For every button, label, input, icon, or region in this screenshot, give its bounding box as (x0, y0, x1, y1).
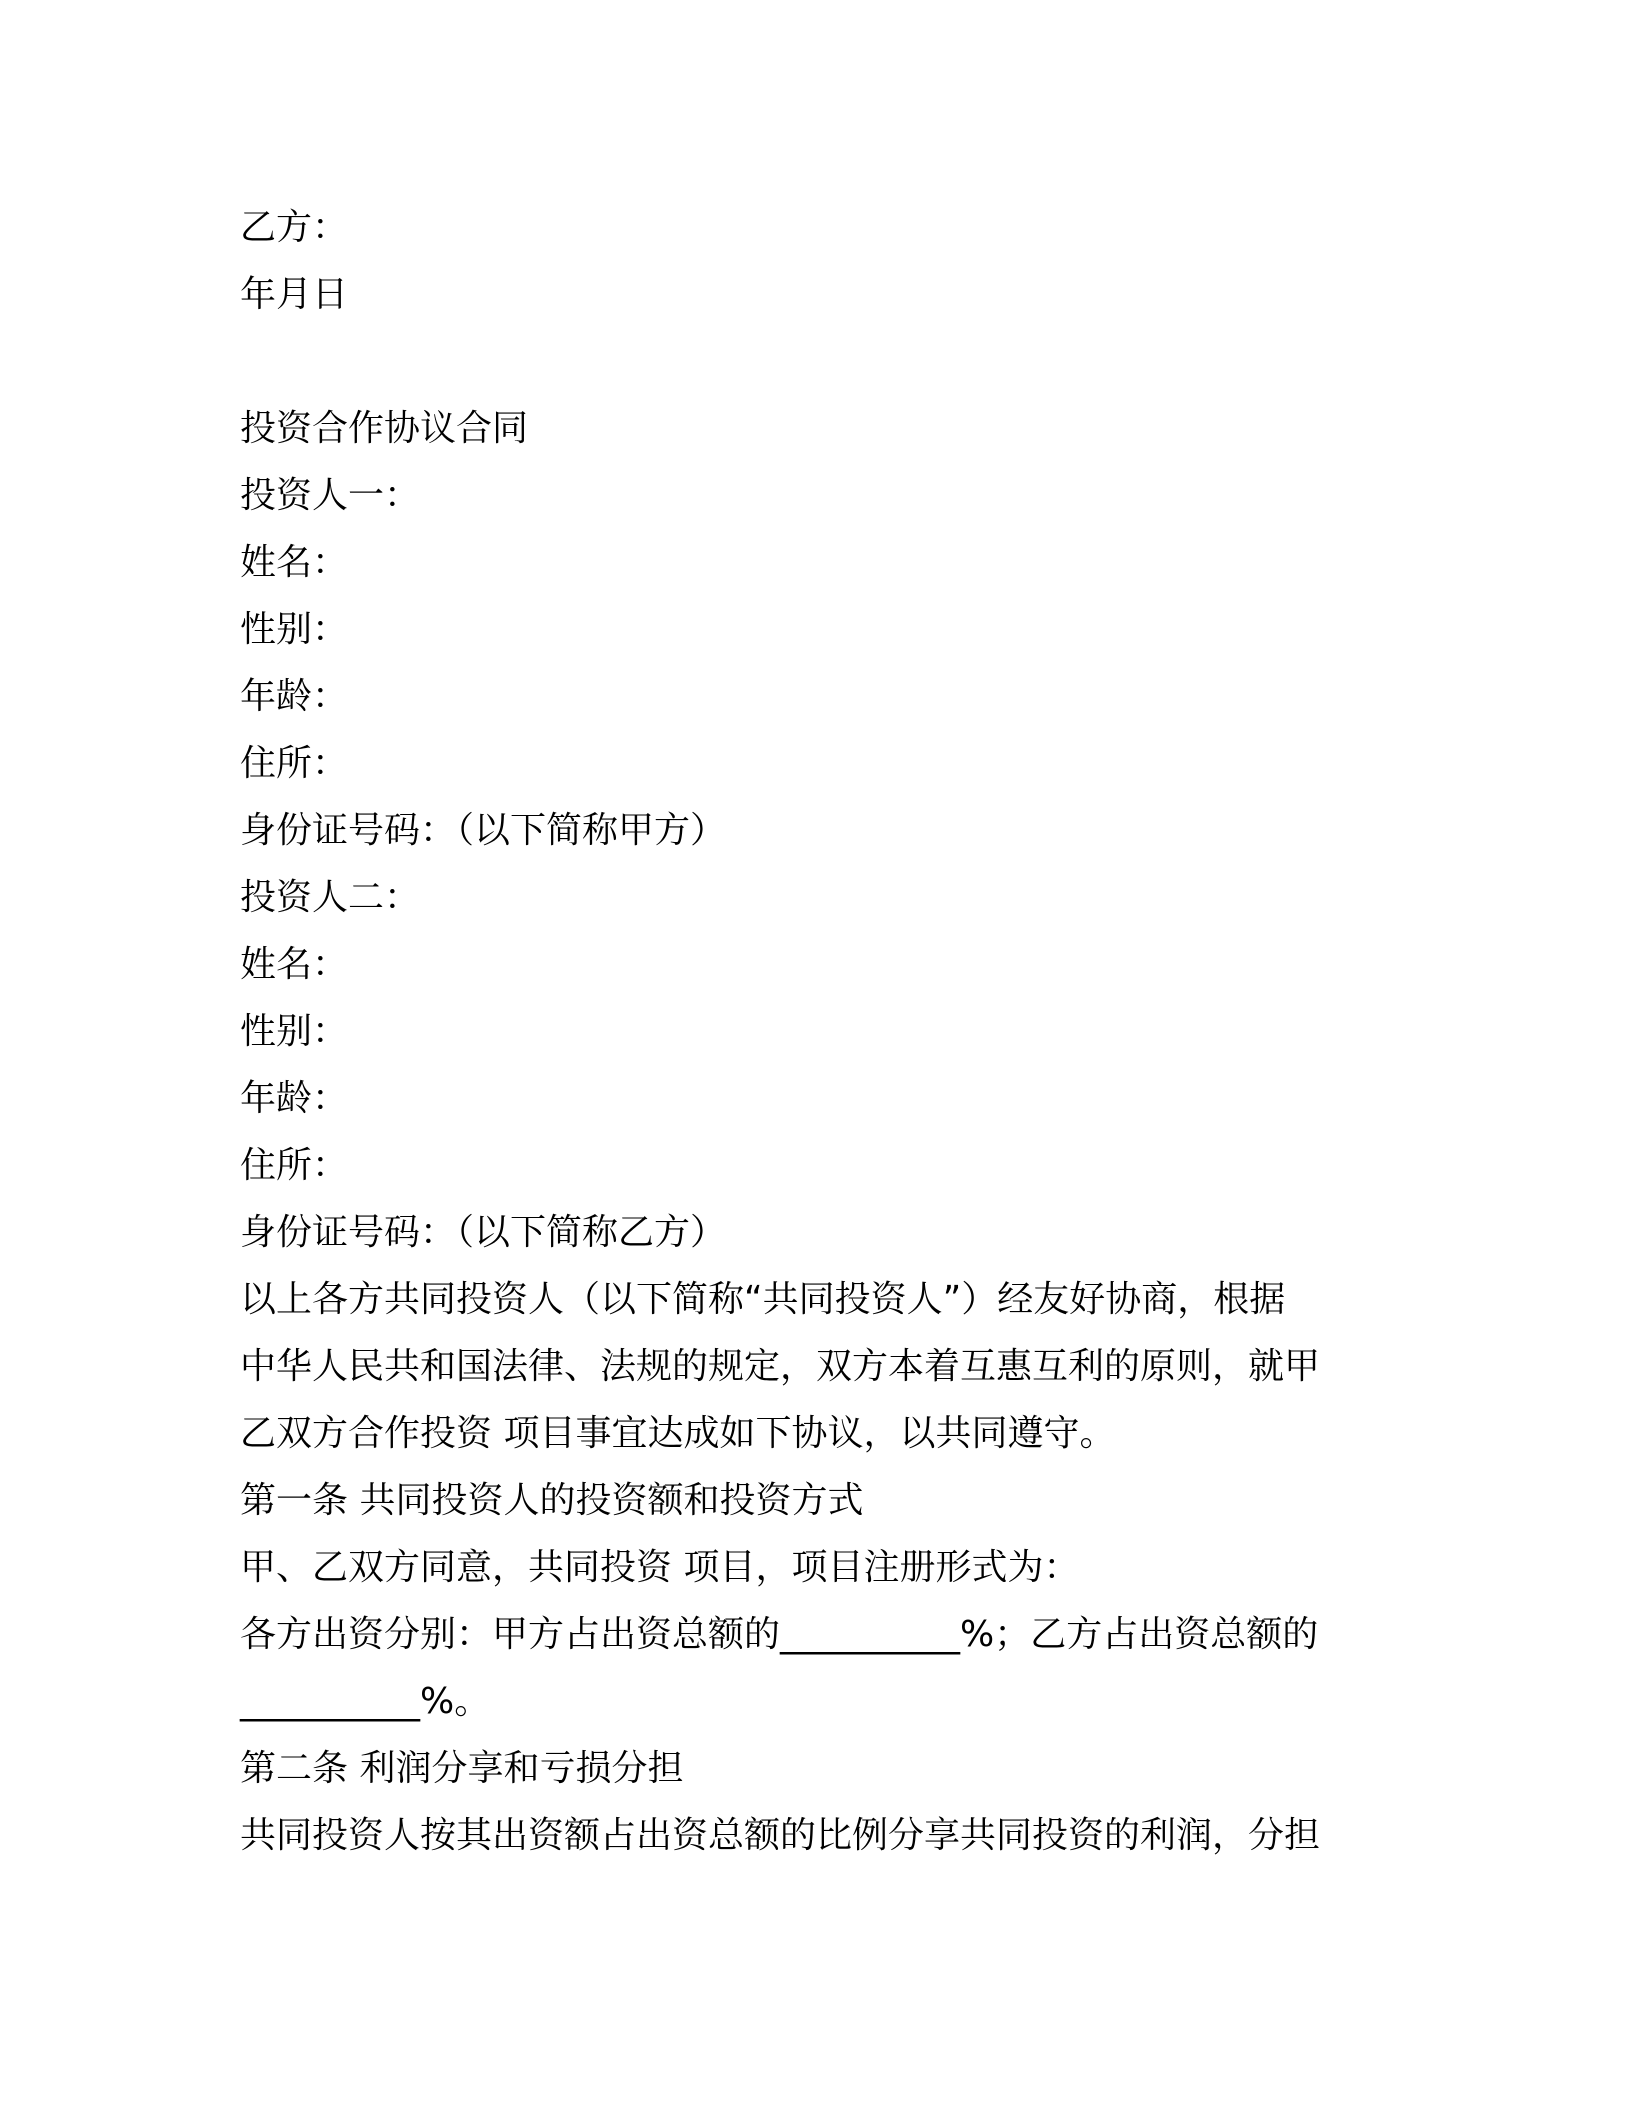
investor-one-age: 年龄： (240, 676, 349, 717)
investor-two-heading: 投资人二： (240, 877, 421, 918)
investor-one-id: 身份证号码：（以下简称甲方） (240, 810, 727, 851)
article-one-para-2-line-2: __________%。 (240, 1681, 491, 1722)
article-one-para-1: 甲、乙双方同意，共同投资 项目，项目注册形式为： (240, 1547, 1080, 1588)
preamble-line-3: 乙双方合作投资 项目事宜达成如下协议，以共同遵守。 (240, 1413, 1116, 1454)
investor-two-gender: 性别： (240, 1011, 349, 1052)
preamble-line-1: 以上各方共同投资人（以下简称“共同投资人”）经友好协商，根据 (240, 1279, 1286, 1320)
investor-one-gender: 性别： (240, 609, 349, 650)
investor-one-address: 住所： (240, 743, 349, 784)
investor-one-name: 姓名： (240, 542, 349, 583)
investor-two-address: 住所： (240, 1145, 349, 1186)
party-b-label: 乙方： (240, 207, 349, 248)
preamble-line-2: 中华人民共和国法律、法规的规定，双方本着互惠互利的原则，就甲 (240, 1346, 1321, 1387)
document-title: 投资合作协议合同 (240, 408, 529, 449)
article-two-heading: 第二条 利润分享和亏损分担 (240, 1748, 684, 1789)
investor-one-heading: 投资人一： (240, 475, 421, 516)
article-one-para-2-line-1: 各方出资分别：甲方占出资总额的__________%；乙方占出资总额的 (240, 1614, 1319, 1655)
blank-line (240, 328, 1380, 395)
document-body (240, 194, 1380, 1869)
investor-two-id: 身份证号码：（以下简称乙方） (240, 1212, 727, 1253)
investor-two-age: 年龄： (240, 1078, 349, 1119)
date-line: 年月日 (240, 274, 349, 315)
article-one-heading: 第一条 共同投资人的投资额和投资方式 (240, 1480, 864, 1521)
investor-two-name: 姓名： (240, 944, 349, 985)
article-two-para-1: 共同投资人按其出资额占出资总额的比例分享共同投资的利润，分担 (240, 1815, 1321, 1856)
